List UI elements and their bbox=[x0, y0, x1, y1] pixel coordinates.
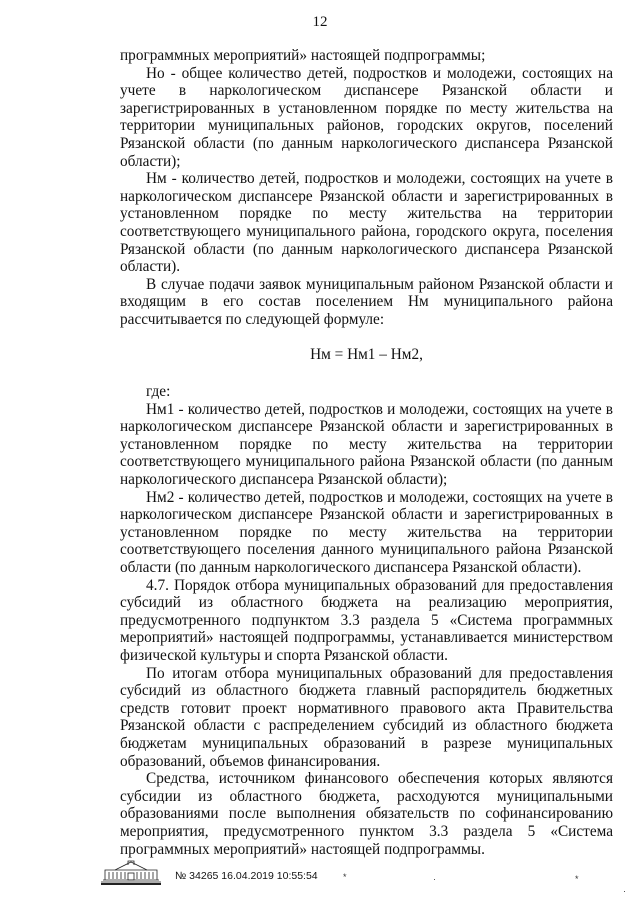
building-seal-icon bbox=[95, 858, 167, 886]
stray-mark: · bbox=[433, 874, 436, 884]
paragraph-nm2-definition: Нм2 - количество детей, подростков и молодежи, состоящих на учете в наркологическом диспансере Рязанской области и зарегистрированных в установленном порядке по месту жительства на территории соответствующего поселения данного муниципального района Рязанской области (по данным наркологического диспансера Рязанской области). bbox=[120, 488, 613, 577]
stray-mark: * bbox=[343, 872, 347, 882]
stray-mark: · bbox=[623, 886, 626, 896]
body-text bbox=[120, 47, 613, 858]
paragraph-nm1-definition: Нм1 - количество детей, подростков и молодежи, состоящих на учете в наркологическом диспансере Рязанской области и зарегистрированных в установленном порядке по месту жительства на территории соответствующего муниципального района Рязанской области (по данным наркологического диспансера Рязанской области); bbox=[120, 400, 613, 489]
paragraph-funds: Средства, источником финансового обеспечения которых являются субсидии из областного бюджета, расходуются муниципальными образованиями после выполнения обязательств по софинансированию мероприятия, предусмотренного пунктом 3.3 раздела 5 «Система программных мероприятий» настоящей подпрограммы. bbox=[120, 770, 613, 858]
formula: Нм = Нм1 – Нм2, bbox=[310, 345, 423, 363]
paragraph-continuation: программных мероприятий» настоящей подпрограммы; bbox=[120, 47, 486, 64]
page-number: 12 bbox=[312, 14, 328, 30]
paragraph-selection-results: По итогам отбора муниципальных образований для предоставления субсидий из областного бюджета главный распорядитель бюджетных средств готовит проект нормативного правового акта Правительства Рязанской области с распределением субсидий из областного бюджета бюджетам муниципальных образований в разрезе муниципальных образований, объемов финансирования. bbox=[120, 664, 613, 770]
stray-mark: * bbox=[575, 874, 579, 884]
footer bbox=[95, 858, 425, 886]
registration-stamp: № 34265 16.04.2019 10:55:54 bbox=[175, 870, 318, 882]
paragraph-formula-intro: В случае подачи заявок муниципальным районом Рязанской области и входящим в его состав поселением Нм муниципального района рассчитывается по следующей формуле: bbox=[120, 275, 613, 328]
paragraph-where: где: bbox=[146, 383, 171, 401]
paragraph-nm-definition: Нм - количество детей, подростков и молодежи, состоящих на учете в наркологическом диспансере Рязанской области и зарегистрированных в установленном порядке по месту жительства на территории соответствующего муниципального района, городского округа, поселения Рязанской области (по данным наркологического диспансера Рязанской области). bbox=[120, 170, 613, 276]
paragraph-no-definition: Но - общее количество детей, подростков и молодежи, состоящих на учете в наркологическом диспансере Рязанской области и зарегистрированных в установленном порядке по месту жительства на территории муниципальных районов, городских округов, поселений Рязанской области (по данным наркологического диспансера Рязанской области); bbox=[120, 64, 613, 170]
paragraph-section-4-7: 4.7. Порядок отбора муниципальных образований для предоставления субсидий из областного бюджета на реализацию мероприятия, предусмотренного подпунктом 3.3 раздела 5 «Система программных мероприятий» настоящей подпрограммы, устанавливается министерством физической культуры и спорта Рязанской области. bbox=[120, 576, 613, 664]
